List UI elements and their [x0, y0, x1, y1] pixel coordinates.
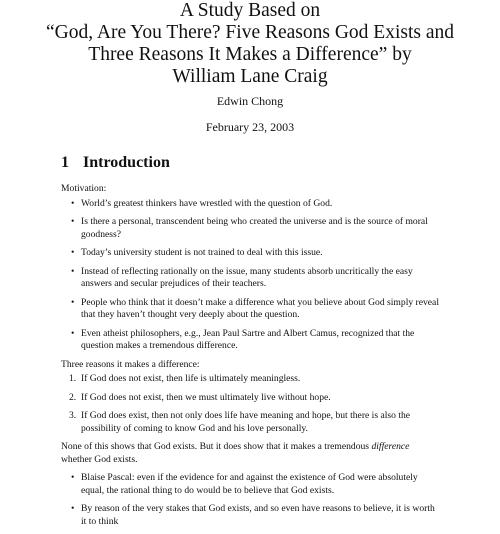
list-number: 1. [69, 373, 77, 384]
bullet-icon: • [71, 327, 75, 339]
list-item [61, 472, 439, 497]
pascal-list [61, 472, 439, 528]
section-number: 1 [61, 154, 69, 171]
closing-paragraph [61, 441, 439, 466]
bullet-icon: • [71, 296, 75, 308]
closing-emphasis: difference [371, 441, 410, 452]
motivation-label: Motivation: [61, 183, 107, 194]
list-item-text: Instead of reflecting rationally on the issue, many students absorb uncritically the easy answers and secular prejudices of their teachers. [81, 265, 413, 289]
title-line: William Lane Craig [172, 66, 328, 87]
list-item-text: If God does not exist, then we must ultimately live without hope. [81, 391, 331, 403]
title-line: Three Reasons It Makes a Difference” by [88, 44, 412, 65]
section-title: Introduction [83, 154, 170, 171]
reasons-list [61, 373, 439, 435]
closing-text: whether God exists. [61, 453, 138, 465]
section-heading [61, 154, 170, 172]
list-item [61, 247, 439, 260]
bullet-icon: • [71, 503, 75, 514]
list-item-text: If God does exist, then not only does life have meaning and hope, but there is also the possibility of coming to know God and his love personally. [81, 410, 411, 434]
list-item [61, 503, 439, 528]
list-item [61, 198, 439, 211]
section-body [61, 183, 439, 534]
bullet-icon: • [71, 247, 75, 258]
list-item [61, 216, 439, 241]
list-item-text: Is there a personal, transcendent being who created the universe and is the source of moral goodness? [81, 216, 428, 240]
list-item [61, 392, 439, 405]
motivation-list [61, 198, 439, 353]
list-number: 3. [69, 410, 77, 421]
closing-text: None of this shows that God exists. But it does show that it makes a tremendous [61, 441, 372, 452]
list-item [61, 328, 439, 353]
list-item [61, 410, 439, 435]
title-line: “God, Are You There? Five Reasons God Exists and [45, 22, 454, 43]
list-item-text: Even atheist philosophers, e.g., Jean Paul Sartre and Albert Camus, recognized that the question makes a tremendous difference. [81, 327, 415, 351]
list-item-text: World’s greatest thinkers have wrestled with the question of God. [81, 197, 333, 209]
list-item-text: By reason of the very stakes that God exists, and so even have reasons to believe, it is worth it to think [81, 503, 435, 527]
author-name: Edwin Chong [216, 94, 284, 108]
list-number: 2. [69, 391, 77, 403]
bullet-icon: • [71, 472, 75, 483]
list-item [61, 373, 439, 386]
list-item-text: Today’s university student is not trained to deal with this issue. [81, 247, 323, 258]
list-item-text: If God does not exist, then life is ultimately meaningless. [81, 373, 301, 384]
list-item [61, 297, 439, 322]
list-item-text: People who think that it doesn’t make a difference what you believe about God simply reveal that they haven’t thought very deeply about the question. [81, 296, 439, 320]
title-line: A Study Based on [179, 0, 321, 21]
reasons-label: Three reasons it makes a difference: [61, 358, 200, 370]
list-item-text: Blaise Pascal: even if the evidence for and against the existence of God were absolutely equal, the rational thing to do would be to believe that God exists. [81, 472, 418, 496]
list-item [61, 266, 439, 291]
bullet-icon: • [71, 216, 75, 227]
paper-date: February 23, 2003 [205, 120, 295, 134]
paper-title [40, 0, 460, 88]
bullet-icon: • [71, 197, 75, 209]
bullet-icon: • [71, 265, 75, 277]
